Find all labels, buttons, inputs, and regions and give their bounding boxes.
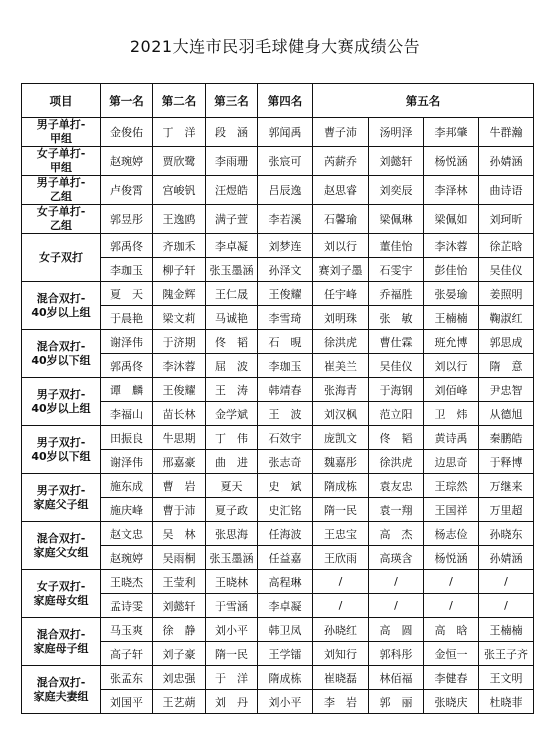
name-cell: 佟 韬 [206,330,258,354]
name-cell: 刘子豪 [153,642,206,666]
name-cell: 刘明珠 [313,306,369,330]
name-cell: 袁友忠 [369,474,424,498]
name-cell: 张思海 [206,522,258,546]
name-cell: / [479,570,534,594]
name-cell: 马玉爽 [101,618,153,642]
category-label [22,378,101,426]
header-second: 第二名 [153,84,206,118]
page-title: 2021大连市民羽毛球健身大赛成绩公告 [129,37,421,56]
name-cell: 于海钢 [369,378,424,402]
header-third: 第三名 [206,84,258,118]
category-label-line: 40岁以上组 [31,305,91,319]
category-label-line: 甲组 [50,161,72,174]
name-cell: 金学斌 [206,402,258,426]
name-cell: 从德旭 [479,402,534,426]
name-cell: 王逸鸥 [153,205,206,234]
name-cell: 任益嘉 [258,546,313,570]
header-row [22,84,534,118]
name-cell: 卢俊霄 [101,176,153,205]
name-cell: 边思奇 [424,450,479,474]
name-cell: 庞凯文 [313,426,369,450]
name-cell: 张王子齐 [479,642,534,666]
name-cell: 杨悦涵 [424,546,479,570]
name-cell: 谭 麟 [101,378,153,402]
name-cell: 王晓杰 [101,570,153,594]
category-label-line: 男子双打- [36,435,86,449]
name-cell: 王琮然 [424,474,479,498]
name-cell: 崔晓磊 [313,666,369,690]
name-cell: 赵琬婷 [101,147,153,176]
name-cell: 隋 意 [479,354,534,378]
table-row [22,176,534,205]
name-cell: 田振良 [101,426,153,450]
category-label [22,330,101,378]
name-cell: 满子萱 [206,205,258,234]
name-cell: 刘以行 [424,354,479,378]
name-cell: 孙婧涵 [479,546,534,570]
name-cell: 韩靖春 [258,378,313,402]
name-cell: 李沐蓉 [153,354,206,378]
name-cell: / [369,594,424,618]
name-cell: 于晨艳 [101,306,153,330]
name-cell: 王 波 [258,402,313,426]
name-cell: 柳子轩 [153,258,206,282]
name-cell: 彭佳怡 [424,258,479,282]
name-cell: 隋成栋 [313,474,369,498]
name-cell: 乔福胜 [369,282,424,306]
name-cell: 李雨珊 [206,147,258,176]
name-cell: / [369,570,424,594]
table-row [22,474,534,498]
name-cell: 刘 丹 [206,690,258,714]
name-cell: 张玉墨涵 [206,546,258,570]
category-label-line: 混合双打- [36,531,86,545]
name-cell: 王楠楠 [424,306,479,330]
name-cell: 王俊耀 [153,378,206,402]
category-label [22,118,101,147]
table-row [22,330,534,354]
name-cell: 孟诗雯 [101,594,153,618]
category-label-line: 男子双打- [36,483,86,497]
category-label-line: 混合双打- [36,291,86,305]
header-first: 第一名 [101,84,153,118]
name-cell: 王艺蒴 [153,690,206,714]
table-row [22,378,534,402]
name-cell: 张孟东 [101,666,153,690]
category-label-line: 家庭父女组 [33,545,89,559]
category-label-line: 甲组 [50,132,72,145]
name-cell: 刘懿轩 [369,147,424,176]
name-cell: 范立阳 [369,402,424,426]
name-cell: 李福山 [101,402,153,426]
name-cell: 张玉墨涵 [206,258,258,282]
name-cell: 宫峻钒 [153,176,206,205]
name-cell: 李珈玉 [101,258,153,282]
name-cell: 王国祥 [424,498,479,522]
category-label [22,474,101,522]
category-label-line: 女子单打- [36,147,86,160]
name-cell: 徐洪虎 [313,330,369,354]
name-cell: 夏天 [206,474,258,498]
name-cell: 施庆峰 [101,498,153,522]
name-cell: 郭禹佟 [101,354,153,378]
name-cell: 李邦肇 [424,118,479,147]
name-cell: 牛群瀚 [479,118,534,147]
name-cell: 郭思成 [479,330,534,354]
name-cell: 赛刘子墨 [313,258,369,282]
name-cell: 李卓凝 [258,594,313,618]
table-row [22,147,534,176]
category-label [22,570,101,618]
name-cell: 吕辰逸 [258,176,313,205]
name-cell: 吴佳仪 [479,258,534,282]
header-category: 项目 [22,84,101,118]
name-cell: 赵文忠 [101,522,153,546]
name-cell: 张晏瑜 [424,282,479,306]
name-cell: 魏嘉彤 [313,450,369,474]
name-cell: 孙晓东 [479,522,534,546]
name-cell: 刘奕辰 [369,176,424,205]
name-cell: / [424,570,479,594]
name-cell: 孙泽文 [258,258,313,282]
name-cell: / [424,594,479,618]
name-cell: 任海波 [258,522,313,546]
name-cell: 李 岩 [313,690,369,714]
table-row [22,522,534,546]
name-cell: 夏 天 [101,282,153,306]
name-cell: 苗长林 [153,402,206,426]
category-label-line: 家庭夫妻组 [33,689,89,703]
name-cell: 卫 炜 [424,402,479,426]
name-cell: 谢泽伟 [101,450,153,474]
name-cell: 刘国平 [101,690,153,714]
name-cell: 杜晓菲 [479,690,534,714]
name-cell: 董佳怡 [369,234,424,258]
name-cell: 张海青 [313,378,369,402]
name-cell: 夏子政 [206,498,258,522]
name-cell: 高程琳 [258,570,313,594]
name-cell: 刘懿轩 [153,594,206,618]
name-cell: 徐 静 [153,618,206,642]
category-label [22,147,101,176]
name-cell: 郭昱彤 [101,205,153,234]
name-cell: 郭禹佟 [101,234,153,258]
name-cell: / [479,594,534,618]
category-label [22,282,101,330]
category-label-line: 家庭父子组 [33,497,89,511]
name-cell: 牛思期 [153,426,206,450]
name-cell: 曲诗语 [479,176,534,205]
name-cell: 史 斌 [258,474,313,498]
category-label-line: 混合双打- [36,675,86,689]
name-cell: 徐洪虎 [369,450,424,474]
category-label [22,234,101,282]
category-label-line: 女子双打- [36,579,86,593]
category-label-line: 40岁以下组 [31,353,91,367]
category-label-line: 家庭母子组 [33,641,89,655]
name-cell: 高 圆 [369,618,424,642]
name-cell: 刘小平 [258,690,313,714]
name-cell: 徐芷晗 [479,234,534,258]
category-label-line: 男子单打- [36,118,86,131]
table-row [22,118,534,147]
name-cell: 高 晗 [424,618,479,642]
name-cell: 曹子沛 [313,118,369,147]
name-cell: 刘忠强 [153,666,206,690]
name-cell: 梁文莉 [153,306,206,330]
name-cell: 齐珈禾 [153,234,206,258]
name-cell: 袁一翔 [369,498,424,522]
table-row [22,666,534,690]
name-cell: 石效宇 [258,426,313,450]
name-cell: 李雪琦 [258,306,313,330]
name-cell: 高瑛含 [369,546,424,570]
name-cell: 施东成 [101,474,153,498]
name-cell: 张志奇 [258,450,313,474]
name-cell: 吴 林 [153,522,206,546]
name-cell: 刘梦连 [258,234,313,258]
name-cell: 石雯宇 [369,258,424,282]
name-cell: 崔美兰 [313,354,369,378]
name-cell: 张宸可 [258,147,313,176]
name-cell: 曹仕霖 [369,330,424,354]
name-cell: 刘小平 [206,618,258,642]
name-cell: 王仁晟 [206,282,258,306]
category-label-line: 混合双打- [36,627,86,641]
category-label-line: 40岁以下组 [31,449,91,463]
category-label-line: 家庭母女组 [33,593,89,607]
name-cell: 梁佩琳 [369,205,424,234]
name-cell: 丁 洋 [153,118,206,147]
name-cell: 刘佰峰 [424,378,479,402]
name-cell: 杨悦涵 [424,147,479,176]
category-label [22,618,101,666]
name-cell: 孙晓红 [313,618,369,642]
name-cell: 李卓凝 [206,234,258,258]
name-cell: 谢泽伟 [101,330,153,354]
name-cell: 丁 伟 [206,426,258,450]
name-cell: 任宇峰 [313,282,369,306]
name-cell: 王欣雨 [313,546,369,570]
table-row [22,570,534,594]
name-cell: 于雪涵 [206,594,258,618]
table-row [22,618,534,642]
name-cell: 赵琬婷 [101,546,153,570]
name-cell: 孙婧涵 [479,147,534,176]
name-cell: 林佰福 [369,666,424,690]
name-cell: 李若溪 [258,205,313,234]
name-cell: 于 洋 [206,666,258,690]
name-cell: 李泽林 [424,176,479,205]
name-cell: 石馨瑜 [313,205,369,234]
name-cell: 金恒一 [424,642,479,666]
name-cell: 王学镭 [258,642,313,666]
name-cell: 李珈玉 [258,354,313,378]
category-label-line: 混合双打- [36,339,86,353]
name-cell: 佟 韬 [369,426,424,450]
category-label-line: 乙组 [50,219,72,232]
name-cell: 秦鹏皓 [479,426,534,450]
name-cell: 万继来 [479,474,534,498]
name-cell: 李沐蓉 [424,234,479,258]
category-label-line: 男子双打- [36,387,86,401]
name-cell: 张晓庆 [424,690,479,714]
header-fifth: 第五名 [313,84,534,118]
name-cell: / [313,594,369,618]
name-cell: 王晓林 [206,570,258,594]
name-cell: 于释博 [479,450,534,474]
category-label-line: 40岁以上组 [31,401,91,415]
name-cell: 邢嘉豪 [153,450,206,474]
category-label-line: 女子单打- [36,205,86,218]
category-label-line: 女子双打 [39,250,83,264]
table-row [22,426,534,450]
name-cell: 石 晛 [258,330,313,354]
name-cell: 金俊佑 [101,118,153,147]
name-cell: 王 涛 [206,378,258,402]
name-cell: 曹于沛 [153,498,206,522]
name-cell: 马诚艳 [206,306,258,330]
name-cell: 梁佩如 [424,205,479,234]
name-cell: 于济期 [153,330,206,354]
name-cell: 高 杰 [369,522,424,546]
category-label [22,205,101,234]
name-cell: 曹 岩 [153,474,206,498]
name-cell: 隗金辉 [153,282,206,306]
name-cell: 汤明泽 [369,118,424,147]
table-row [22,205,534,234]
name-cell: 郭闻禹 [258,118,313,147]
name-cell: 杨志俭 [424,522,479,546]
name-cell: 尹忠智 [479,378,534,402]
name-cell: 刘以行 [313,234,369,258]
name-cell: 段 涵 [206,118,258,147]
table-row [22,234,534,258]
name-cell: 张 敏 [369,306,424,330]
name-cell: 隋一民 [313,498,369,522]
name-cell: 万里超 [479,498,534,522]
table-row [22,282,534,306]
name-cell: 屈 波 [206,354,258,378]
name-cell: 班允博 [424,330,479,354]
header-fourth: 第四名 [258,84,313,118]
name-cell: 姜照明 [479,282,534,306]
name-cell: 刘珂昕 [479,205,534,234]
name-cell: 隋成栋 [258,666,313,690]
name-cell: 郭科彤 [369,642,424,666]
name-cell: 韩卫凤 [258,618,313,642]
name-cell: 高子轩 [101,642,153,666]
name-cell: 王文明 [479,666,534,690]
name-cell: 黄诗禹 [424,426,479,450]
name-cell: 王俊耀 [258,282,313,306]
name-cell: 曲 进 [206,450,258,474]
name-cell: 王莹利 [153,570,206,594]
name-cell: 郭 丽 [369,690,424,714]
name-cell: / [313,570,369,594]
name-cell: 赵思睿 [313,176,369,205]
name-cell: 吴雨桐 [153,546,206,570]
name-cell: 王楠楠 [479,618,534,642]
category-label [22,426,101,474]
name-cell: 鞠淑红 [479,306,534,330]
category-label-line: 乙组 [50,190,72,203]
name-cell: 吴佳仪 [369,354,424,378]
category-label [22,176,101,205]
name-cell: 史汇铭 [258,498,313,522]
name-cell: 李健春 [424,666,479,690]
results-table [21,83,534,714]
name-cell: 贾欣鹭 [153,147,206,176]
name-cell: 汪煜皓 [206,176,258,205]
name-cell: 刘知行 [313,642,369,666]
name-cell: 芮薪乔 [313,147,369,176]
name-cell: 隋一民 [206,642,258,666]
category-label [22,522,101,570]
name-cell: 王忠宝 [313,522,369,546]
category-label-line: 男子单打- [36,176,86,189]
name-cell: 刘汉枫 [313,402,369,426]
category-label [22,666,101,714]
